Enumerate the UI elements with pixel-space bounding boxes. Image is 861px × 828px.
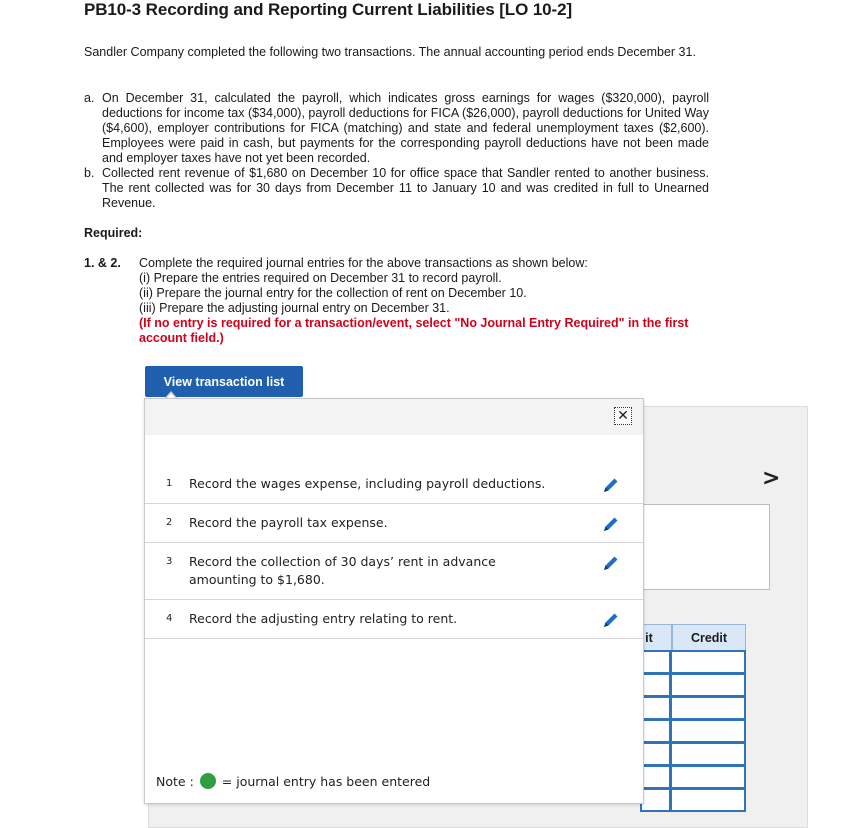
debit-column-header: it <box>626 624 672 652</box>
item-text: Collected rent revenue of $1,680 on December 10 for office space that Sandler rented to another business. The rent collected was for 30 days from December 11 to January 10 and was credited in full to Unearned Revenue. <box>102 166 709 210</box>
worksheet-description-box[interactable] <box>640 504 770 590</box>
transaction-row[interactable] <box>145 504 643 543</box>
item-a <box>84 91 709 166</box>
transaction-number: 2 <box>166 517 173 528</box>
problem-intro: Sandler Company completed the following two transactions. The annual accounting period ends December 31. <box>84 45 696 59</box>
pencil-icon[interactable] <box>601 514 621 534</box>
transaction-row[interactable] <box>145 543 643 600</box>
transaction-row[interactable] <box>145 467 643 504</box>
debit-cell[interactable] <box>640 719 671 743</box>
instruction-sub-2: (ii) Prepare the journal entry for the collection of rent on December 10. <box>139 286 527 300</box>
close-icon[interactable]: ✕ <box>614 407 632 425</box>
credit-cell[interactable] <box>670 788 746 812</box>
credit-cell[interactable] <box>670 765 746 789</box>
transaction-list-popup <box>144 398 644 804</box>
item-text: On December 31, calculated the payroll, which indicates gross earnings for wages ($320,000), payroll deductions for income tax ($34,000), payroll deductions for FICA ($26,000), payroll deductions for United Way ($4,600), employer contributions for FICA (matching) and state and federal unemployment taxes ($2,600). Employees were paid in cash, but payments for the corresponding payroll deductions have not been made and employer taxes have not yet been recorded. <box>102 91 709 165</box>
required-heading: Required: <box>84 226 143 240</box>
item-label: b. <box>84 166 95 180</box>
note-label: Note : <box>156 773 194 789</box>
legend-note <box>156 773 430 789</box>
transaction-text: Record the adjusting entry relating to rent. <box>189 611 458 626</box>
debit-cell[interactable] <box>640 788 671 812</box>
debit-cell[interactable] <box>640 765 671 789</box>
pencil-icon[interactable] <box>601 475 621 495</box>
instruction-sub-1: (i) Prepare the entries required on December 31 to record payroll. <box>139 271 502 285</box>
credit-cell[interactable] <box>670 650 746 674</box>
debit-cell[interactable] <box>640 742 671 766</box>
popup-header <box>145 399 643 435</box>
credit-cell[interactable] <box>670 673 746 697</box>
debit-cell[interactable] <box>640 696 671 720</box>
instruction-sub-3: (iii) Prepare the adjusting journal entry on December 31. <box>139 301 450 315</box>
pencil-icon[interactable] <box>601 610 621 630</box>
credit-cell[interactable] <box>670 696 746 720</box>
note-text: = journal entry has been entered <box>221 773 431 789</box>
transaction-number: 1 <box>166 478 173 489</box>
entered-dot-icon <box>200 773 216 789</box>
pencil-icon[interactable] <box>601 553 621 573</box>
instruction-number: 1. & 2. <box>84 256 121 270</box>
transaction-items <box>84 91 709 211</box>
transaction-number: 3 <box>166 556 173 567</box>
transaction-row[interactable] <box>145 600 643 639</box>
instruction-main: Complete the required journal entries for the above transactions as shown below: <box>139 256 588 270</box>
next-arrow-icon[interactable]: > <box>762 466 781 491</box>
instructions <box>84 256 709 346</box>
transaction-text: Record the collection of 30 days’ rent in advance amounting to $1,680. <box>189 554 496 587</box>
item-label: a. <box>84 91 95 105</box>
credit-column-header: Credit <box>672 624 746 652</box>
debit-cell[interactable] <box>640 650 671 674</box>
credit-cell[interactable] <box>670 742 746 766</box>
transaction-number: 4 <box>166 613 173 624</box>
instruction-warning: (If no entry is required for a transaction/event, select "No Journal Entry Required" in the first account field.) <box>139 316 689 345</box>
item-b <box>84 166 709 211</box>
transaction-text: Record the payroll tax expense. <box>189 515 388 530</box>
debit-cell[interactable] <box>640 673 671 697</box>
view-transaction-list-button[interactable]: View transaction list <box>145 366 303 397</box>
credit-cell[interactable] <box>670 719 746 743</box>
problem-title: PB10-3 Recording and Reporting Current Liabilities [LO 10-2] <box>84 0 573 19</box>
transaction-text: Record the wages expense, including payroll deductions. <box>189 476 546 491</box>
